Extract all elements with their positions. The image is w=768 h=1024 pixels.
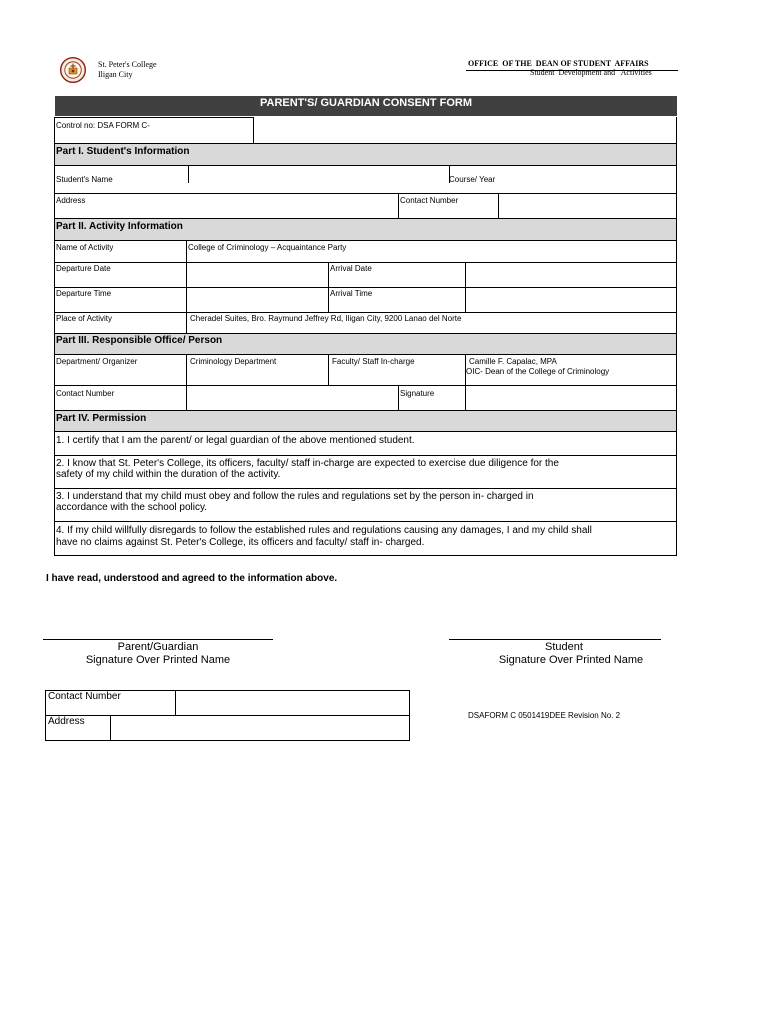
department-label: Department/ Organizer <box>56 357 138 366</box>
parent-contact-number-label: Contact Number <box>48 691 121 702</box>
part1-title: Part I. Student's Information <box>56 146 190 157</box>
address-field[interactable] <box>100 195 396 217</box>
permission-item-2-line-1: 2. I know that St. Peter's College, its officers, faculty/ staff in-charge are expected to exercise due diligence for the <box>56 458 559 469</box>
permission-item-4-line-1: 4. If my child willfully disregards to follow the established rules and regulations causing any damages, I and my child shall <box>56 525 592 536</box>
permission-item-2-line-2: safety of my child within the duration of the activity. <box>56 469 281 480</box>
college-name: St. Peter's College <box>98 60 157 69</box>
part4-title: Part IV. Permission <box>56 413 147 424</box>
permission-item-3-line-2: accordance with the school policy. <box>56 502 208 513</box>
signature-field[interactable] <box>467 387 675 409</box>
faculty-position: OIC- Dean of the College of Criminology <box>466 367 610 376</box>
student-role: Student <box>545 641 583 653</box>
activity-name-label: Name of Activity <box>56 243 114 252</box>
place-value: Cheradel Suites, Bro. Raymund Jeffrey Rd, Iligan City, 9200 Lanao del Norte <box>190 314 462 323</box>
student-signature-caption: Signature Over Printed Name <box>498 654 644 666</box>
control-no-field[interactable] <box>255 119 675 142</box>
form-revision-code: DSAFORM C 0501419DEE Revision No. 2 <box>468 711 621 720</box>
agreement-statement: I have read, understood and agreed to the information above. <box>46 573 338 584</box>
office-contact-number-field[interactable] <box>188 387 397 409</box>
faculty-label: Faculty/ Staff In-charge <box>332 357 415 366</box>
departure-time-field[interactable] <box>188 289 327 311</box>
parent-contact-number-field[interactable] <box>177 692 407 713</box>
department-value: Criminology Department <box>190 357 277 366</box>
parent-role: Parent/Guardian <box>117 641 199 653</box>
part2-title: Part II. Activity Information <box>56 221 183 232</box>
parent-signature-caption: Signature Over Printed Name <box>85 654 231 666</box>
arrival-time-label: Arrival Time <box>330 289 373 298</box>
permission-item-1: 1. I certify that I am the parent/ or legal guardian of the above mentioned student. <box>56 435 415 446</box>
contact-number-field[interactable] <box>500 195 675 217</box>
activity-name-value: College of Criminology – Acquaintance Party <box>188 243 347 252</box>
address-label: Address <box>56 196 86 205</box>
student-signature-line[interactable] <box>449 639 661 640</box>
course-year-field[interactable] <box>515 167 675 191</box>
faculty-name: Camille F. Capalac, MPA <box>469 357 557 366</box>
departure-time-label: Departure Time <box>56 289 112 298</box>
signature-label: Signature <box>400 389 435 398</box>
departure-date-field[interactable] <box>188 264 327 286</box>
course-year-label: Course/ Year <box>449 175 496 184</box>
arrival-date-label: Arrival Date <box>330 264 372 273</box>
office-title: OFFICE OF THE DEAN OF STUDENT AFFAIRS <box>468 59 649 68</box>
arrival-time-field[interactable] <box>467 289 675 311</box>
permission-item-4-line-2: have no claims against St. Peter's College, its officers and faculty/ staff in- charged. <box>56 537 425 548</box>
arrival-date-field[interactable] <box>467 264 675 286</box>
part3-title: Part III. Responsible Office/ Person <box>56 335 223 346</box>
office-subtitle: Student Development and Activities <box>530 68 652 77</box>
college-city: Iligan City <box>98 70 133 79</box>
part4-header <box>54 411 677 431</box>
place-label: Place of Activity <box>56 314 113 323</box>
parent-address-label: Address <box>48 716 85 727</box>
control-no-label: Control no: DSA FORM C- <box>56 121 150 130</box>
form-title: PARENT'S/ GUARDIAN CONSENT FORM <box>259 97 473 109</box>
contact-number-label: Contact Number <box>400 196 459 205</box>
student-name-field[interactable] <box>190 167 448 191</box>
parent-address-field[interactable] <box>112 717 407 738</box>
student-name-label: Student's Name <box>56 175 113 184</box>
college-seal-icon <box>60 57 86 83</box>
office-contact-number-label: Contact Number <box>56 389 115 398</box>
departure-date-label: Departure Date <box>56 264 111 273</box>
permission-item-3-line-1: 3. I understand that my child must obey and follow the rules and regulations set by the person in- charged in <box>56 491 534 502</box>
parent-signature-line[interactable] <box>43 639 273 640</box>
